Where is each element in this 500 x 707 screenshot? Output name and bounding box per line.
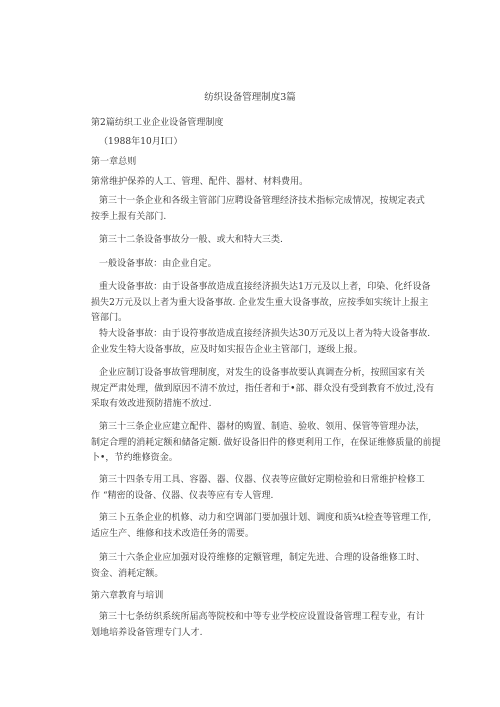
text-line: 第三卜五条企业的机修、动力和空调部门要加强计划、调度和质¾t检查等管理工作, (99, 513, 432, 523)
paragraph (91, 473, 437, 504)
text-line: 第六章教育与培训 (91, 591, 164, 601)
text-line: 资金、消耗定额。 (91, 568, 164, 579)
text-line: 第一章总则 (91, 157, 137, 167)
paragraph (91, 420, 441, 467)
text-line: 采取有效改进预防措施不放过. (91, 399, 212, 409)
paragraph (91, 194, 437, 225)
chapter-heading (91, 155, 429, 171)
section-heading (91, 116, 429, 132)
paragraph (91, 551, 437, 582)
paragraph (91, 610, 437, 641)
text-line: 第三十六条企业应加强对设符维修的定额管理，制定先进、合理的设备维修工时、 (99, 553, 425, 563)
paragraph (91, 511, 437, 542)
text-line: 第常维护保养的人工、管理、配件、器材、材料费用。 (91, 177, 309, 187)
chapter-heading (91, 589, 429, 605)
text-line: 适应生产、维修和技术改造任务的需要。 (91, 528, 254, 539)
text-line: 重大设备事故：由于设备事故造成直接经济损失达1万元及以上者，印染、化纤设备 (99, 282, 431, 292)
paragraph (91, 280, 437, 327)
text-line: 制定合理的消耗定额和储备定额. 做好设备旧件的修更利用工作，在保证维修质量的前提 (91, 437, 441, 448)
text-line: 按季上报有关部门. (91, 211, 167, 222)
text-line: 企业应制订设备事故管理制度，对发生的设备事故要认真调查分析，按照国家有关 (99, 368, 425, 378)
text-line: 企业发生特大设备事故，应及时如实报告企业主管部门，逐级上报。 (91, 344, 363, 355)
text-line: 管部门。 (91, 313, 128, 323)
text-line: 第三十三条企业应建立配件、器材的购置、制造、验收、领用、保管等管理办法， (99, 422, 425, 432)
text-line: 作 “精密的设备、仪器、仪表等应有专人管理. (91, 490, 274, 501)
text-line: 第三十二条设备事故分一般、或大和特大三类. (99, 235, 283, 245)
text-line: 特大设备事故：由于设符事故造成直接经济损失达30万元及以上者为特大设备事故. (99, 329, 431, 339)
paragraph (91, 366, 437, 413)
document-title: 纺织设备管理制度3篇 (204, 92, 296, 103)
paragraph (91, 175, 429, 191)
text-line: 卜•，节约维修资金。 (91, 453, 178, 463)
text-line: （1988年10月I口） (99, 137, 183, 147)
text-line: 第2篇纺织工业企业设备管理制度 (91, 118, 224, 128)
text-line: 第三十四条专用工具、容器、器、仪器、仪表等应做好定期检验和日常维护检修工 (99, 475, 425, 485)
text-line: 规定严肃处理，做到原因不清不放过，指任者和于•部、群众没有受到教育不放过,没有 (91, 383, 435, 394)
paragraph (99, 233, 437, 249)
text-line: 损失2万元及以上者为重大设备事故. 企业发生重大设备事故，应按季如实统计上报主 (91, 297, 429, 308)
text-line: 一般设备事故：由企业自定。 (99, 259, 217, 269)
paragraph (99, 257, 437, 273)
date-line (99, 135, 437, 151)
text-line: 第三十一条企业和各级主管部门应聘设备管理经济技术指标完成情况，按规定表式 (99, 196, 425, 206)
paragraph (91, 327, 437, 358)
text-line: 第三十七条纺织系统所届高等院校和中等专业学校应设置设备管理工程专业，有计 (99, 612, 425, 622)
text-line: 划地培养设备管理专门人才. (91, 627, 203, 638)
